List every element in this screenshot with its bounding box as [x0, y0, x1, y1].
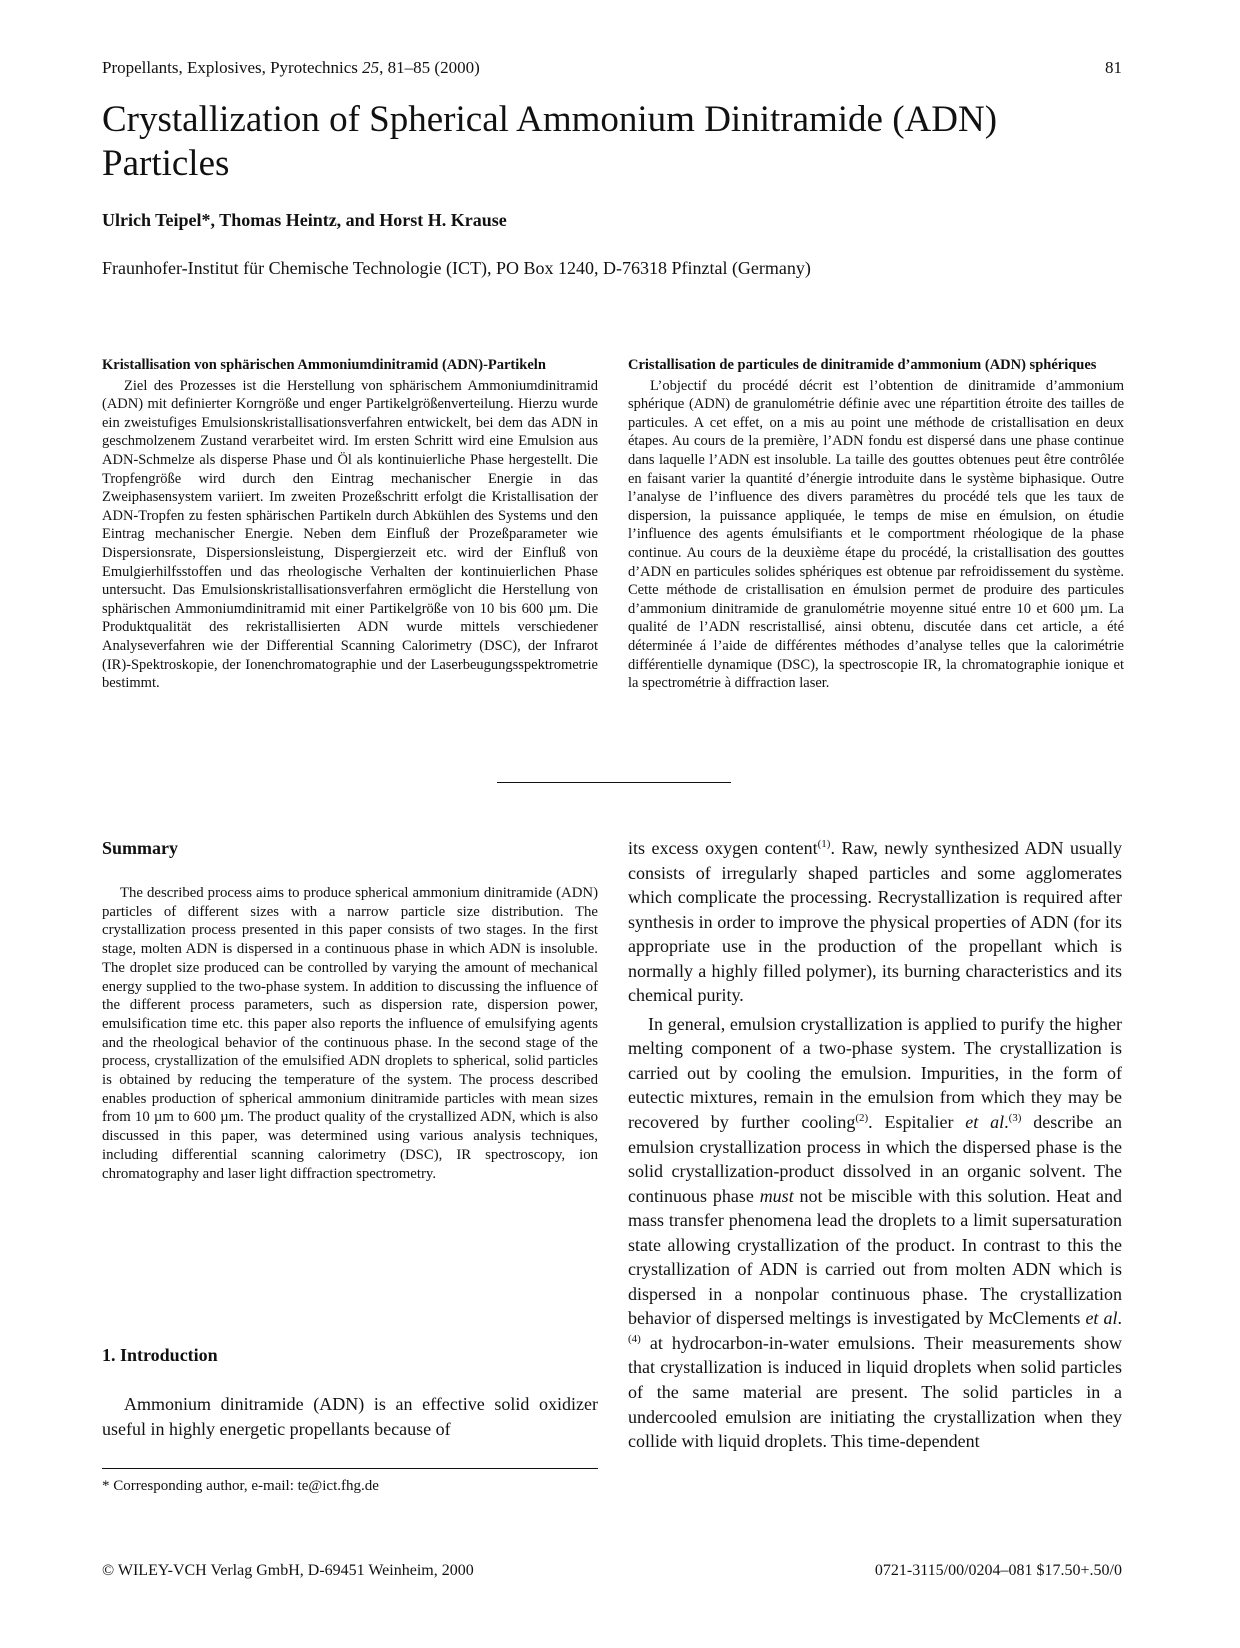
paper-title: Crystallization of Spherical Ammonium Dinitramide (ADN) Particles — [102, 99, 998, 184]
abstract-german-heading: Kristallisation von sphärischen Ammoniumdinitramid (ADN)-Partikeln — [102, 357, 546, 373]
text-run: describe an emulsion crystallization process in which the dispersed phase is the solid crystallization-product dissolved in an organic solvent. The continuous phase — [628, 1112, 1122, 1206]
footnote-divider — [102, 1468, 598, 1469]
journal-volume: 25 — [362, 58, 380, 77]
affiliation: Fraunhofer-Institut für Chemische Technologie (ICT), PO Box 1240, D-76318 Pfinztal (Germany) — [102, 258, 811, 278]
text-run: . Raw, newly synthesized ADN usually consists of irregularly shaped particles and some agglomerates which complicate the processing. Recrystallization is required after synthesis in order to improve the physical properties of ADN (for its appropriate use in the production of the propellant which is normally a highly filled polymer), its burning characteristics and its chemical purity. — [628, 838, 1122, 1006]
journal-citation — [102, 58, 480, 78]
text-run: not be miscible with this solution. Heat and mass transfer phenomena lead the droplets to a limit supersaturation state allowing crystallization of the product. In contrast to this the crystallization of ADN is carried out from molten ADN which is dispersed in a nonpolar continuous phase. The crystallization behavior of dispersed meltings is investigated by McClements — [628, 1185, 1122, 1329]
reference-1: (1) — [817, 838, 831, 850]
et-al: et al — [965, 1112, 1005, 1133]
section-divider — [497, 782, 731, 783]
text-run: . — [1004, 1112, 1009, 1133]
intro-paragraph-1 — [628, 836, 1122, 1008]
journal-name: Propellants, Explosives, Pyrotechnics — [102, 58, 363, 77]
abstract-french-heading: Cristallisation de particules de dinitramide d’ammonium (ADN) sphériques — [628, 357, 1097, 373]
article-code: 0721-3115/00/0204–081 $17.50+.50/0 — [874, 1562, 1122, 1579]
introduction-continued — [628, 836, 1122, 1454]
abstract-german — [102, 356, 598, 693]
journal-pages: , 81–85 (2000) — [379, 58, 480, 77]
text-run: at hydrocarbon-in-water emulsions. Their measurements show that crystallization is induced in liquid droplets when solid particles of the same material are present. The solid particles in a undercooled emulsion are initiating the crystallization when they collide with liquid droplets. This time-dependent — [628, 1332, 1122, 1452]
abstract-french — [628, 356, 1124, 693]
emphasis-must: must — [759, 1185, 794, 1206]
text-run: . — [1117, 1308, 1122, 1329]
reference-4: (4) — [628, 1332, 641, 1345]
author-list: Ulrich Teipel*, Thomas Heintz, and Horst H. Krause — [102, 210, 507, 230]
reference-3: (3) — [1008, 1112, 1022, 1125]
intro-paragraph-2 — [628, 1012, 1122, 1454]
introduction-text: Ammonium dinitramide (ADN) is an effective solid oxidizer useful in highly energetic propellants because of — [102, 1394, 598, 1439]
text-run: . Espitalier — [868, 1112, 966, 1133]
reference-2: (2) — [855, 1112, 869, 1125]
introduction-heading: 1. Introduction — [102, 1345, 218, 1365]
text-run: its excess oxygen content — [628, 838, 818, 858]
et-al: et al — [1085, 1308, 1118, 1329]
corresponding-author-footnote: * Corresponding author, e-mail: te@ict.fhg.de — [102, 1478, 379, 1494]
text-run: In general, emulsion crystallization is applied to purify the higher melting component of a two-phase system. The crystallization is carried out by cooling the emulsion. Impurities, in the form of eutectic mixtures, remain in the emulsion from which they may be recovered by further cooling — [628, 1013, 1122, 1133]
copyright-notice: © WILEY-VCH Verlag GmbH, D-69451 Weinheim, 2000 — [102, 1562, 474, 1579]
abstract-german-text: Ziel des Prozesses ist die Herstellung von sphärischem Ammoniumdinitramid (ADN) mit definierter Korngröße und enger Partikelgrößenverteilung. Hierzu wurde ein zweistufiges Emulsionskristallisationsverfahren entwickelt, bei dem das ADN in geschmolzenem Zustand verarbeitet wird. Im ersten Schritt wird eine Emulsion aus ADN-Schmelze als disperse Phase und Öl als kontinuierliche Phase hergestellt. Die Tropfengröße wird durch den Eintrag mechanischer Energie in das Zweiphasensystem variiert. Im zweiten Prozeßschritt erfolgt die Kristallisation der ADN-Tropfen zu festen sphärischen Partikeln durch Abkühlen des Systems und den Eintrag mechanischer Energie. Neben dem Einfluß der Prozeßparameter wie Dispersionsrate, Dispersionsleistung, Dispergierzeit etc. wird der Einfluß von Emulgierhilfsstoffen und das rheologische Verhalten der kontinuierlichen Phase untersucht. Das Emulsionskristallisationsverfahren ermöglicht die Herstellung von sphärischen Ammoniumdinitramid mit einer Partikelgröße von 10 bis 600 µm. Die Produktqualität des rekristallisierten ADN wurde mittels verschiedener Analyseverfahren wie der Differential Scanning Calorimetry (DSC), der Infrarot (IR)-Spektroskopie, der Ionenchromatographie und der Laserbeugungsspektrometrie bestimmt. — [102, 377, 598, 692]
page-number: 81 — [1105, 58, 1122, 77]
summary-text: The described process aims to produce spherical ammonium dinitramide (ADN) particles of different sizes with a narrow particle size distribution. The crystallization process presented in this paper consists of two stages. In the first stage, molten ADN is dispersed in a continuous phase in which ADN is insoluble. The droplet size produced can be controlled by varying the amount of mechanical energy supplied to the two-phase system. In addition to discussing the influence of the different process parameters, such as dispersion rate, dispersion power, emulsification time etc. this paper also reports the influence of emulsifying agents and the rheological behavior of the continuous phase. In the second stage of the process, crystallization of the emulsified ADN droplets to spherical, solid particles is obtained by reducing the temperature of the system. The process described enables production of spherical ammonium dinitramide particles with mean sizes from 10 µm to 600 µm. The product quality of the crystallized ADN, which is also discussed in this paper, was determined using various analysis techniques, including differential scanning calorimetry (DSC), IR spectroscopy, ion chromatography and laser light diffraction spectrometry. — [102, 885, 598, 1182]
abstract-french-text: L’objectif du procédé décrit est l’obtention de dinitramide d’ammonium sphérique (ADN) de granulométrie définie avec une répartition étroite des tailles de particules. A cet effet, on a mis au point une méthode de cristallisation en deux étapes. Au cours de la première, l’ADN fondu est dispersé dans une phase continue dans laquelle l’ADN est insoluble. La taille des gouttes obtenues peut être contrôlée en faisant varier la quantité d’énergie introduite dans le système biphasique. Outre l’analyse de l’influence des divers paramètres du procédé tels que les taux de dispersion, la puissance appliquée, le temps de mise en émulsion, on étudie l’influence des agents émulsifiants et le comportment rhéologique de la phase continue. Au cours de la deuxième étape du procédé, la cristallisation des gouttes d’ADN en particules solides sphériques est obtenue par refroidissement du système. Cette méthode de cristallisation en émulsion permet de produire des particules d’ammonium dinitramide de granulométrie moyenne situé entre 10 et 600 µm. La qualité de l’ADN rescristallisé, ainsi obtenu, discutée dans cet article, a été déterminée á l’aide de différentes méthodes d’analyse telles que la calorimétrie différentielle dynamique (DSC), la spectroscopie IR, la chromatographie ionique et la spectrométrie à diffraction laser. — [628, 377, 1124, 692]
summary-heading: Summary — [102, 838, 178, 858]
